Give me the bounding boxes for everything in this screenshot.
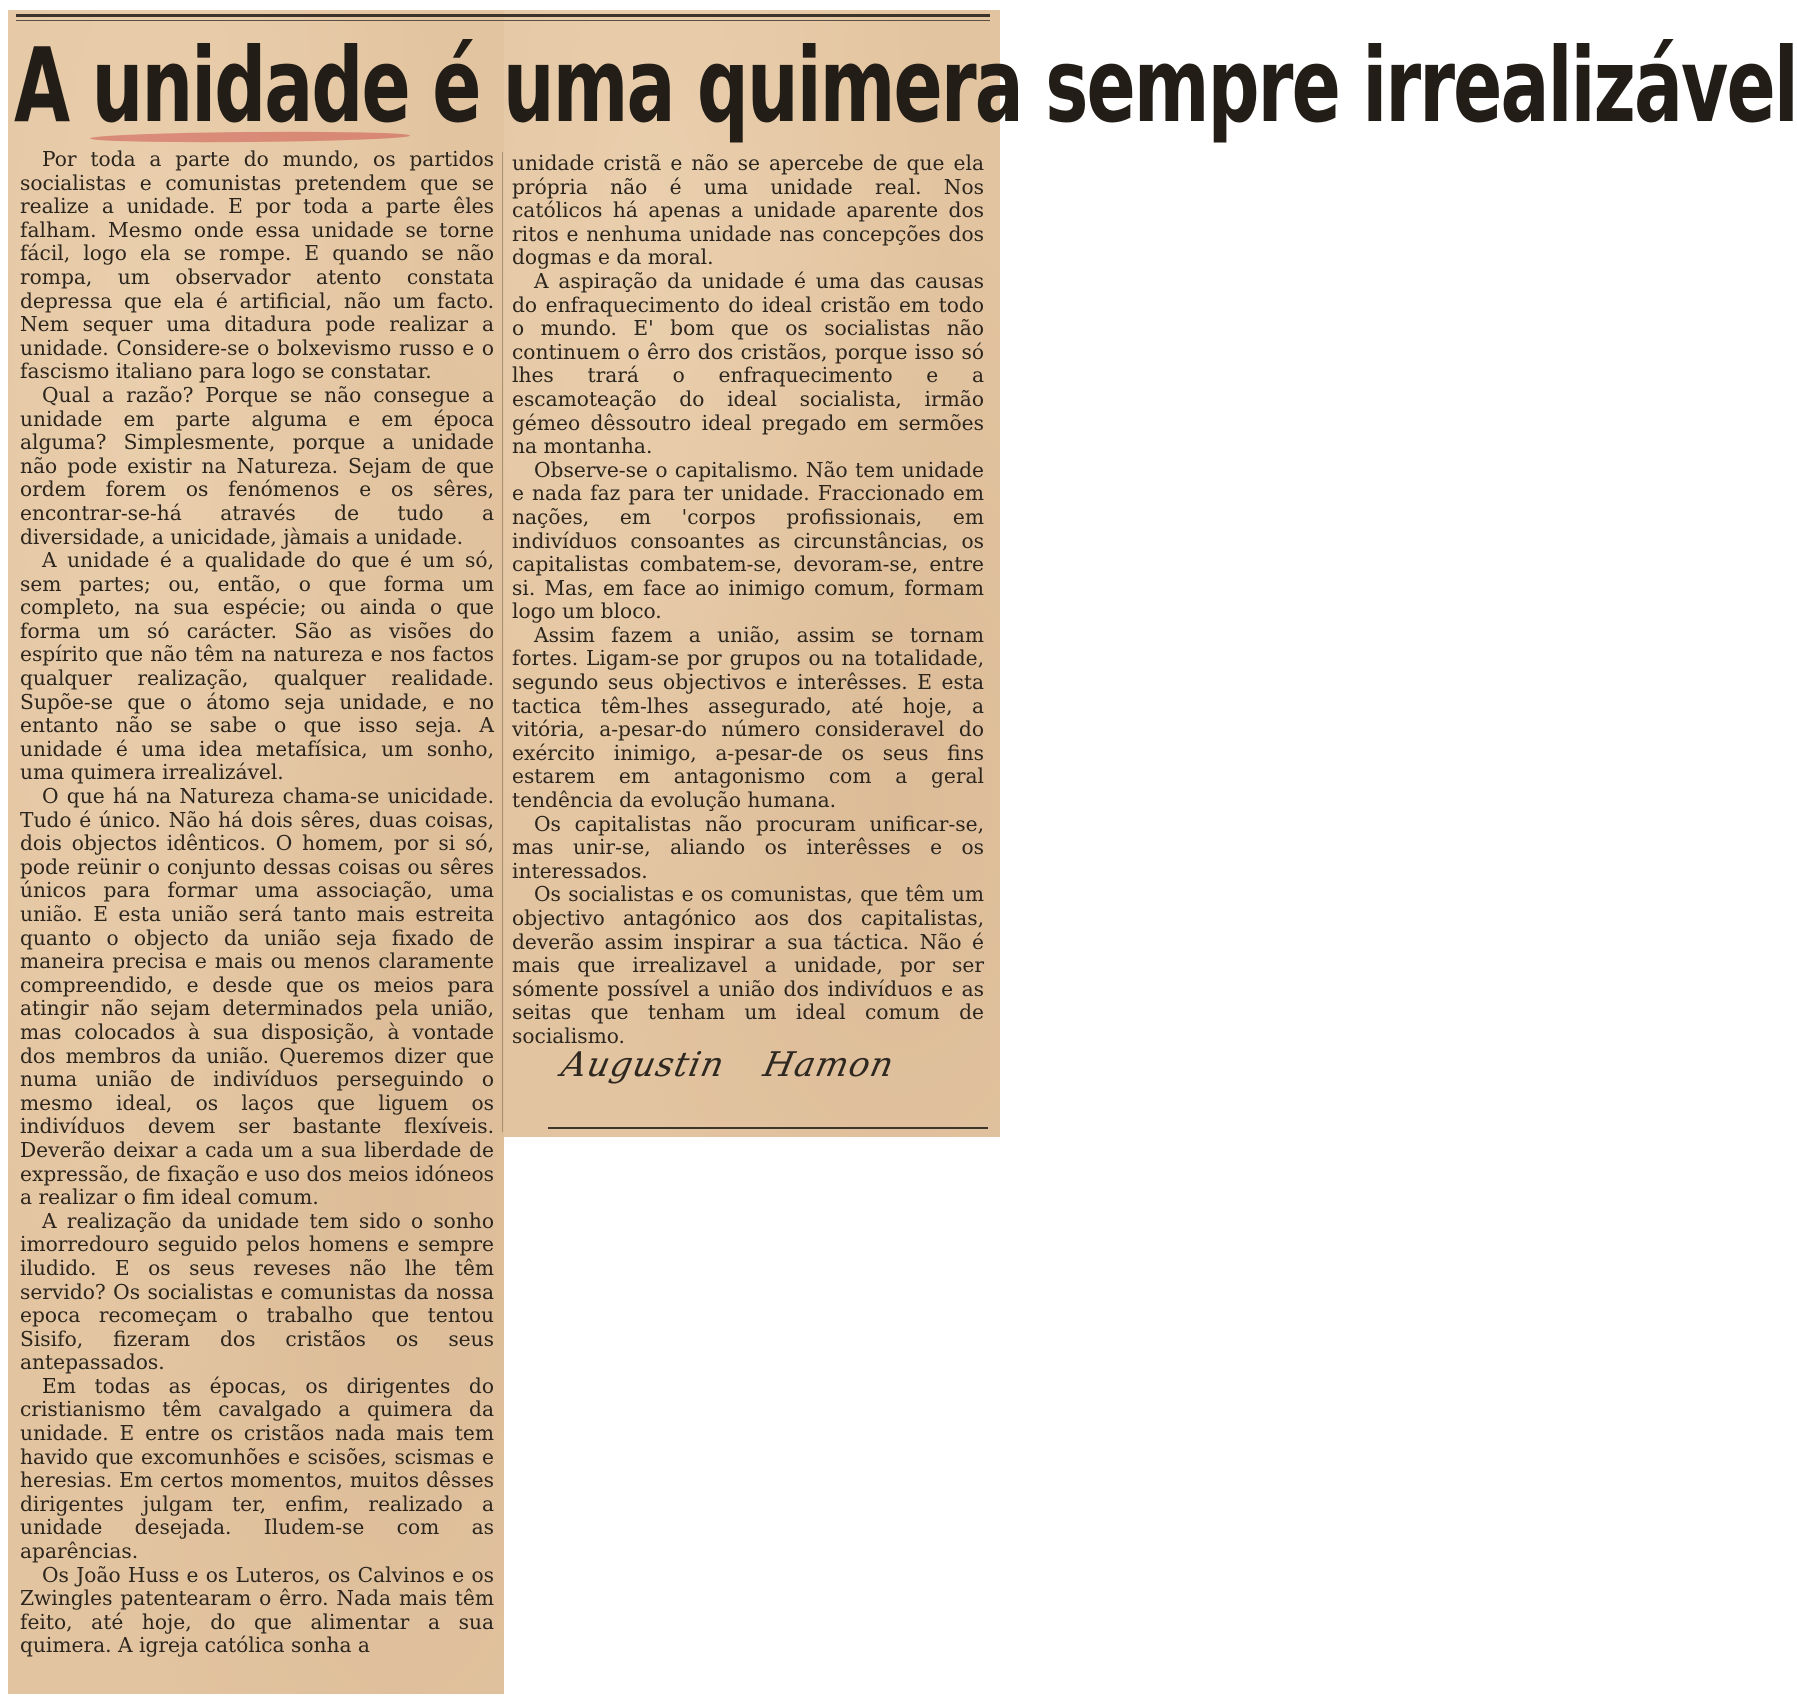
paragraph: Por toda a parte do mundo, os partidos socialistas e comunistas pretendem que se realize a unidade. E por toda a parte êles falham. Mesmo onde essa unidade se torne fácil, logo ela se rompe. E quando se não rompa, um observador atento constata depressa que ela é artificial, não um facto. Nem sequer uma ditadura pode realizar a unidade. Considere-se o bolxevismo russo e o fascismo italiano para logo se constatar. — [20, 147, 494, 384]
right-column — [512, 152, 984, 1049]
paragraph: O que há na Natureza chama-se unicidade. Tudo é único. Não há dois sêres, duas coisas, dois objectos idênticos. O homem, por si só, pode reünir o conjunto dessas coisas ou sêres únicos para formar uma associação, uma união. E esta união será tanto mais estreita quanto o objecto da união seja fixado de maneira precisa e mais ou menos claramente compreendido, e desde que os meios para atingir não sejam determinados pela união, mas colocados à sua disposição, à vontade dos membros da união. Queremos dizer que numa união de indivíduos perseguindo o mesmo ideal, os laços que liguem os indivíduos devem ser bastante flexíveis. Deverão deixar a cada um a sua liberdade de expressão, de fixação e uso dos meios idóneos a realizar o fim ideal comum. — [20, 784, 494, 1210]
paragraph: Os João Huss e os Luteros, os Calvinos e os Zwingles patentearam o êrro. Nada mais têm feito, até hoje, do que alimentar a sua quimera. A igreja católica sonha a — [20, 1562, 494, 1658]
paragraph: A unidade é a qualidade do que é um só, sem partes; ou, então, o que forma um completo, na sua espécie; ou ainda o que forma um só carácter. São as visões do espírito que não têm na natureza e nos factos qualquer realização, qualquer realidade. Supõe-se que o átomo seja unidade, e no entanto não se sabe o que isso seja. A unidade é uma idea metafísica, um sonho, uma quimera irrealizável. — [20, 548, 494, 785]
column-divider — [502, 152, 503, 1132]
paragraph: A realização da unidade tem sido o sonho imorredouro seguido pelos homens e sempre iludido. E os seus reveses não lhe têm servido? Os socialistas e comunistas da nossa epoca recomeçam o trabalho que tentou Sisifo, fizeram dos cristãos os seus antepassados. — [20, 1208, 494, 1375]
author-signature — [554, 1045, 997, 1105]
top-rule — [16, 14, 990, 17]
paragraph: Em todas as épocas, os dirigentes do cristianismo têm cavalgado a quimera da unidade. E entre os cristãos nada mais tem havido que excomunhões e scisões, scismas e heresias. Em certos momentos, muitos dêsses dirigentes julgam ter, enfim, realizado a unidade desejada. Iludem-se com as aparências. — [20, 1373, 494, 1564]
paragraph: Os capitalistas não procuram unificar-se, mas unir-se, aliando os interêsses e os interessados. — [512, 811, 984, 883]
bottom-rule — [548, 1127, 988, 1129]
signature-first-name: Augustin — [557, 1045, 729, 1085]
headline-container — [14, 27, 1797, 147]
paragraph: Observe-se o capitalismo. Não tem unidade e nada faz para ter unidade. Fraccionado em nações, em 'corpos profissionais, em indivíduos consoantes as circunstâncias, os capitalistas combatem-se, devoram-se, entre si. Mas, em face ao inimigo comum, formam logo um bloco. — [512, 457, 984, 624]
left-column — [20, 148, 494, 1658]
paragraph: Assim fazem a união, assim se tornam fortes. Ligam-se por grupos ou na totalidade, segundo seus objectivos e interêsses. E esta tactica têm-lhes assegurado, até hoje, a vitória, a-pesar-do número consideravel do exército inimigo, a-pesar-de os seus fins estarem em antagonismo com a geral tendência da evolução humana. — [512, 622, 984, 813]
top-rule-thin — [16, 20, 990, 21]
headline: A unidade é uma quimera sempre irrealizável — [14, 27, 1797, 147]
paragraph: Qual a razão? Porque se não consegue a unidade em parte alguma e em época alguma? Simplesmente, porque a unidade não pode existir na Natureza. Sejam de que ordem forem os fenómenos e os sêres, encontrar-se-há através de tudo a diversidade, a unicidade, jàmais a unidade. — [20, 382, 494, 549]
signature-last-name: Hamon — [759, 1045, 898, 1085]
paragraph: unidade cristã e não se apercebe de que ela própria não é uma unidade real. Nos católicos há apenas a unidade aparente dos ritos e nenhuma unidade nas concepções dos dogmas e da moral. — [512, 151, 984, 270]
paragraph: A aspiração da unidade é uma das causas do enfraquecimento do ideal cristão em todo o mundo. E' bom que os socialistas não continuem o êrro dos cristãos, porque isso só lhes trará o enfraquecimento e a escamoteação do ideal socialista, irmão gémeo dêssoutro ideal pregado em sermões na montanha. — [512, 268, 984, 459]
paragraph: Os socialistas e os comunistas, que têm um objectivo antagónico aos dos capitalistas, deverão assim inspirar a sua táctica. Não é mais que irrealizavel a unidade, por ser sómente possível a união dos indivíduos e as seitas que tenham um ideal comum de socialismo. — [512, 882, 984, 1048]
